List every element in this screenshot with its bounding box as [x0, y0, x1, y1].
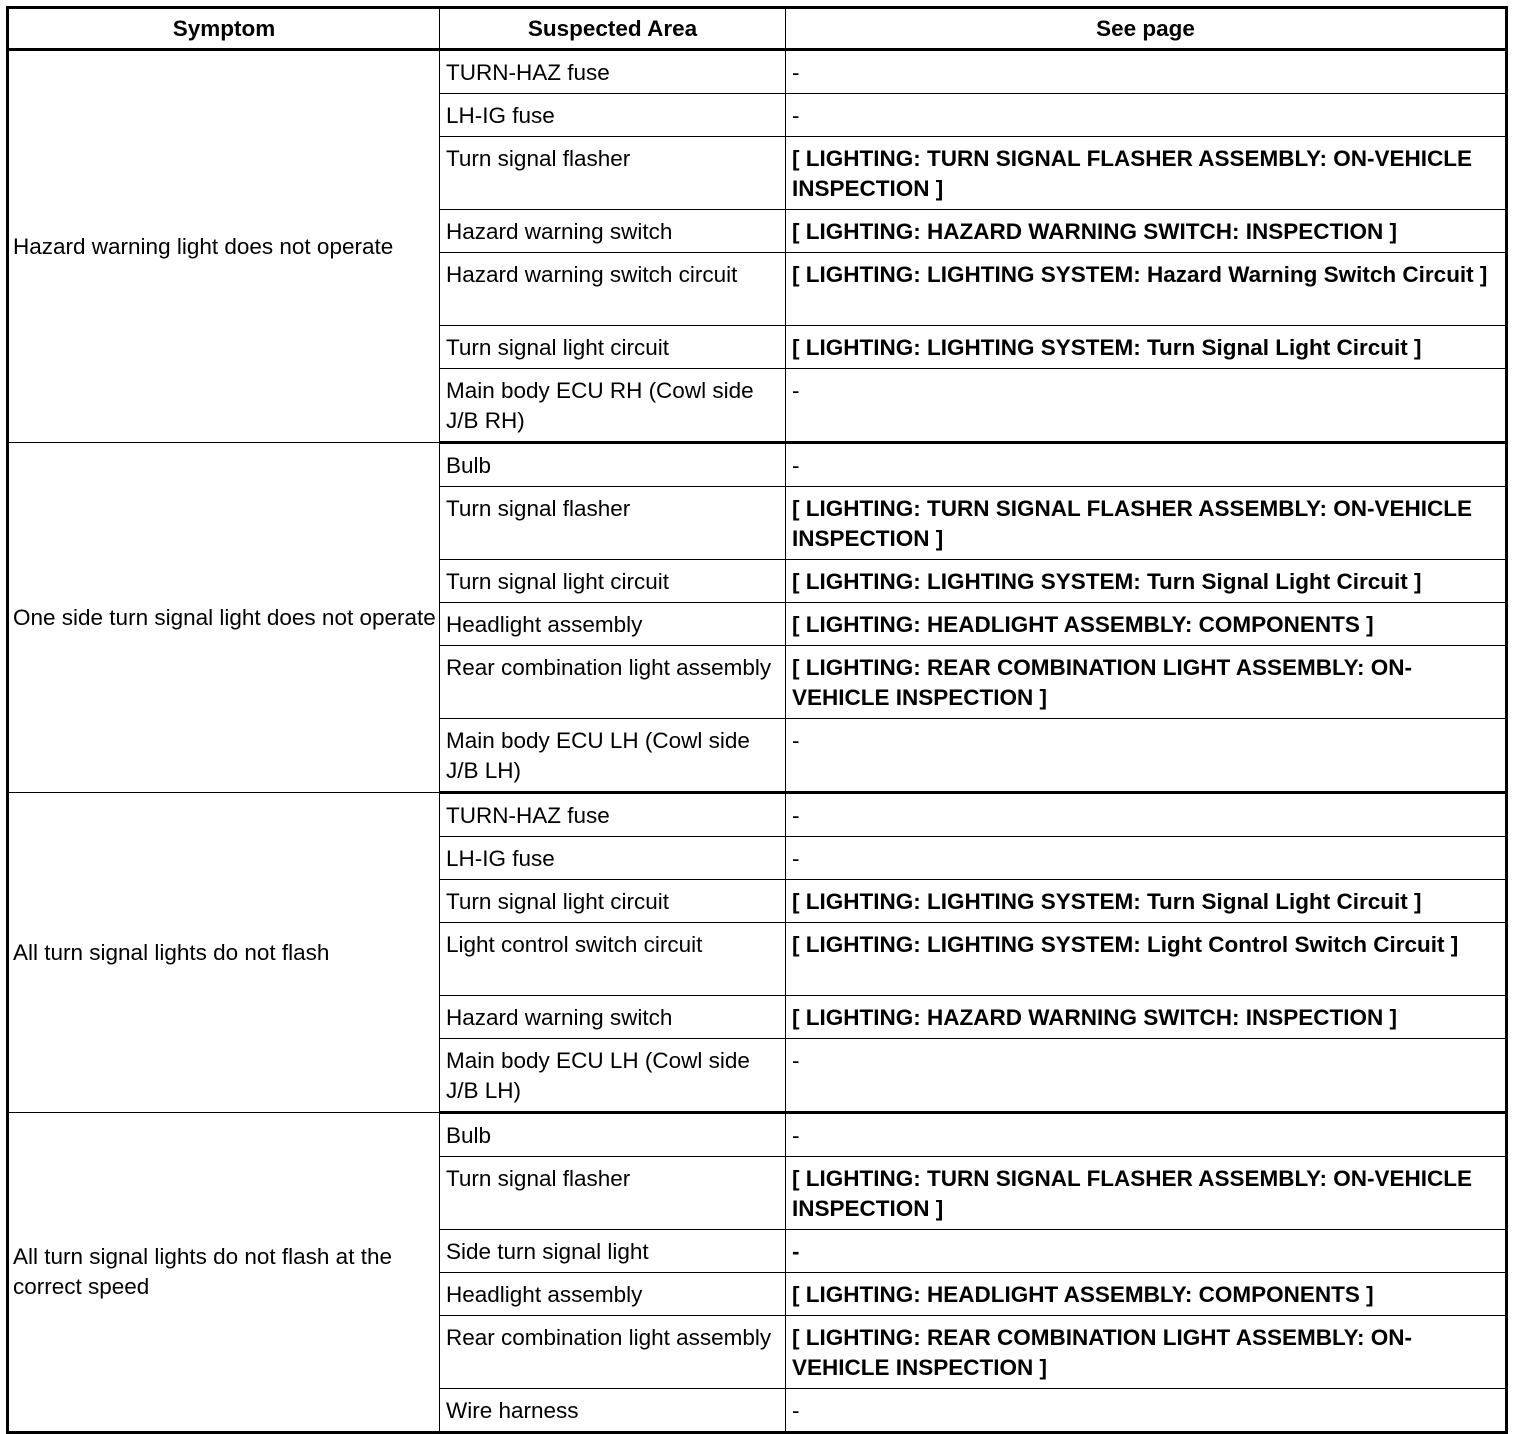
- see-page-cell: [ LIGHTING: HAZARD WARNING SWITCH: INSPECTION ]: [786, 210, 1507, 253]
- symptom-cell: All turn signal lights do not flash: [8, 793, 440, 1113]
- see-page-cell: -: [786, 369, 1507, 443]
- suspected-area-cell: Turn signal flasher: [440, 1157, 786, 1230]
- suspected-area-cell: Main body ECU LH (Cowl side J/B LH): [440, 719, 786, 793]
- see-page-cell: [ LIGHTING: TURN SIGNAL FLASHER ASSEMBLY: ON-VEHICLE INSPECTION ]: [786, 137, 1507, 210]
- suspected-area-cell: TURN-HAZ fuse: [440, 793, 786, 837]
- suspected-area-cell: Rear combination light assembly: [440, 646, 786, 719]
- see-page-cell: [ LIGHTING: TURN SIGNAL FLASHER ASSEMBLY: ON-VEHICLE INSPECTION ]: [786, 487, 1507, 560]
- table-row: [8, 793, 1507, 837]
- see-page-cell: [ LIGHTING: HAZARD WARNING SWITCH: INSPECTION ]: [786, 996, 1507, 1039]
- symptom-table-sheet: [6, 6, 1508, 1434]
- suspected-area-cell: Hazard warning switch: [440, 210, 786, 253]
- problem-symptoms-table: [6, 6, 1508, 1434]
- suspected-area-cell: Hazard warning switch: [440, 996, 786, 1039]
- see-page-cell: [ LIGHTING: LIGHTING SYSTEM: Turn Signal Light Circuit ]: [786, 326, 1507, 369]
- suspected-area-cell: Turn signal light circuit: [440, 326, 786, 369]
- symptom-cell: All turn signal lights do not flash at the correct speed: [8, 1113, 440, 1433]
- suspected-area-cell: LH-IG fuse: [440, 837, 786, 880]
- table-row: [8, 1113, 1507, 1157]
- see-page-cell: [ LIGHTING: LIGHTING SYSTEM: Hazard Warning Switch Circuit ]: [786, 253, 1507, 326]
- suspected-area-cell: Turn signal light circuit: [440, 880, 786, 923]
- table-row: [8, 50, 1507, 94]
- see-page-cell: -: [786, 837, 1507, 880]
- suspected-area-cell: Turn signal flasher: [440, 487, 786, 560]
- see-page-cell: -: [786, 1389, 1507, 1433]
- see-page-cell: -: [786, 94, 1507, 137]
- suspected-area-cell: Bulb: [440, 1113, 786, 1157]
- see-page-cell: [ LIGHTING: HEADLIGHT ASSEMBLY: COMPONENTS ]: [786, 603, 1507, 646]
- header-suspected-area: Suspected Area: [440, 8, 786, 50]
- suspected-area-cell: LH-IG fuse: [440, 94, 786, 137]
- see-page-cell: -: [786, 719, 1507, 793]
- header-see-page: See page: [786, 8, 1507, 50]
- see-page-cell: [ LIGHTING: REAR COMBINATION LIGHT ASSEMBLY: ON-VEHICLE INSPECTION ]: [786, 646, 1507, 719]
- suspected-area-cell: Side turn signal light: [440, 1230, 786, 1273]
- table-header-row: [8, 8, 1507, 50]
- header-symptom: Symptom: [8, 8, 440, 50]
- see-page-cell: [ LIGHTING: TURN SIGNAL FLASHER ASSEMBLY: ON-VEHICLE INSPECTION ]: [786, 1157, 1507, 1230]
- see-page-cell: -: [786, 443, 1507, 487]
- suspected-area-cell: Bulb: [440, 443, 786, 487]
- suspected-area-cell: Hazard warning switch circuit: [440, 253, 786, 326]
- see-page-cell: -: [786, 1230, 1507, 1273]
- suspected-area-cell: Main body ECU LH (Cowl side J/B LH): [440, 1039, 786, 1113]
- suspected-area-cell: Wire harness: [440, 1389, 786, 1433]
- suspected-area-cell: Main body ECU RH (Cowl side J/B RH): [440, 369, 786, 443]
- suspected-area-cell: Turn signal light circuit: [440, 560, 786, 603]
- table-row: [8, 443, 1507, 487]
- see-page-cell: [ LIGHTING: LIGHTING SYSTEM: Turn Signal Light Circuit ]: [786, 880, 1507, 923]
- symptom-cell: Hazard warning light does not operate: [8, 50, 440, 443]
- suspected-area-cell: Headlight assembly: [440, 603, 786, 646]
- see-page-cell: [ LIGHTING: HEADLIGHT ASSEMBLY: COMPONENTS ]: [786, 1273, 1507, 1316]
- suspected-area-cell: Rear combination light assembly: [440, 1316, 786, 1389]
- suspected-area-cell: TURN-HAZ fuse: [440, 50, 786, 94]
- suspected-area-cell: Turn signal flasher: [440, 137, 786, 210]
- see-page-cell: [ LIGHTING: LIGHTING SYSTEM: Light Control Switch Circuit ]: [786, 923, 1507, 996]
- see-page-cell: -: [786, 1039, 1507, 1113]
- suspected-area-cell: Light control switch circuit: [440, 923, 786, 996]
- see-page-cell: -: [786, 1113, 1507, 1157]
- suspected-area-cell: Headlight assembly: [440, 1273, 786, 1316]
- see-page-cell: -: [786, 50, 1507, 94]
- see-page-cell: [ LIGHTING: LIGHTING SYSTEM: Turn Signal Light Circuit ]: [786, 560, 1507, 603]
- see-page-cell: [ LIGHTING: REAR COMBINATION LIGHT ASSEMBLY: ON-VEHICLE INSPECTION ]: [786, 1316, 1507, 1389]
- symptom-cell: One side turn signal light does not operate: [8, 443, 440, 793]
- see-page-cell: -: [786, 793, 1507, 837]
